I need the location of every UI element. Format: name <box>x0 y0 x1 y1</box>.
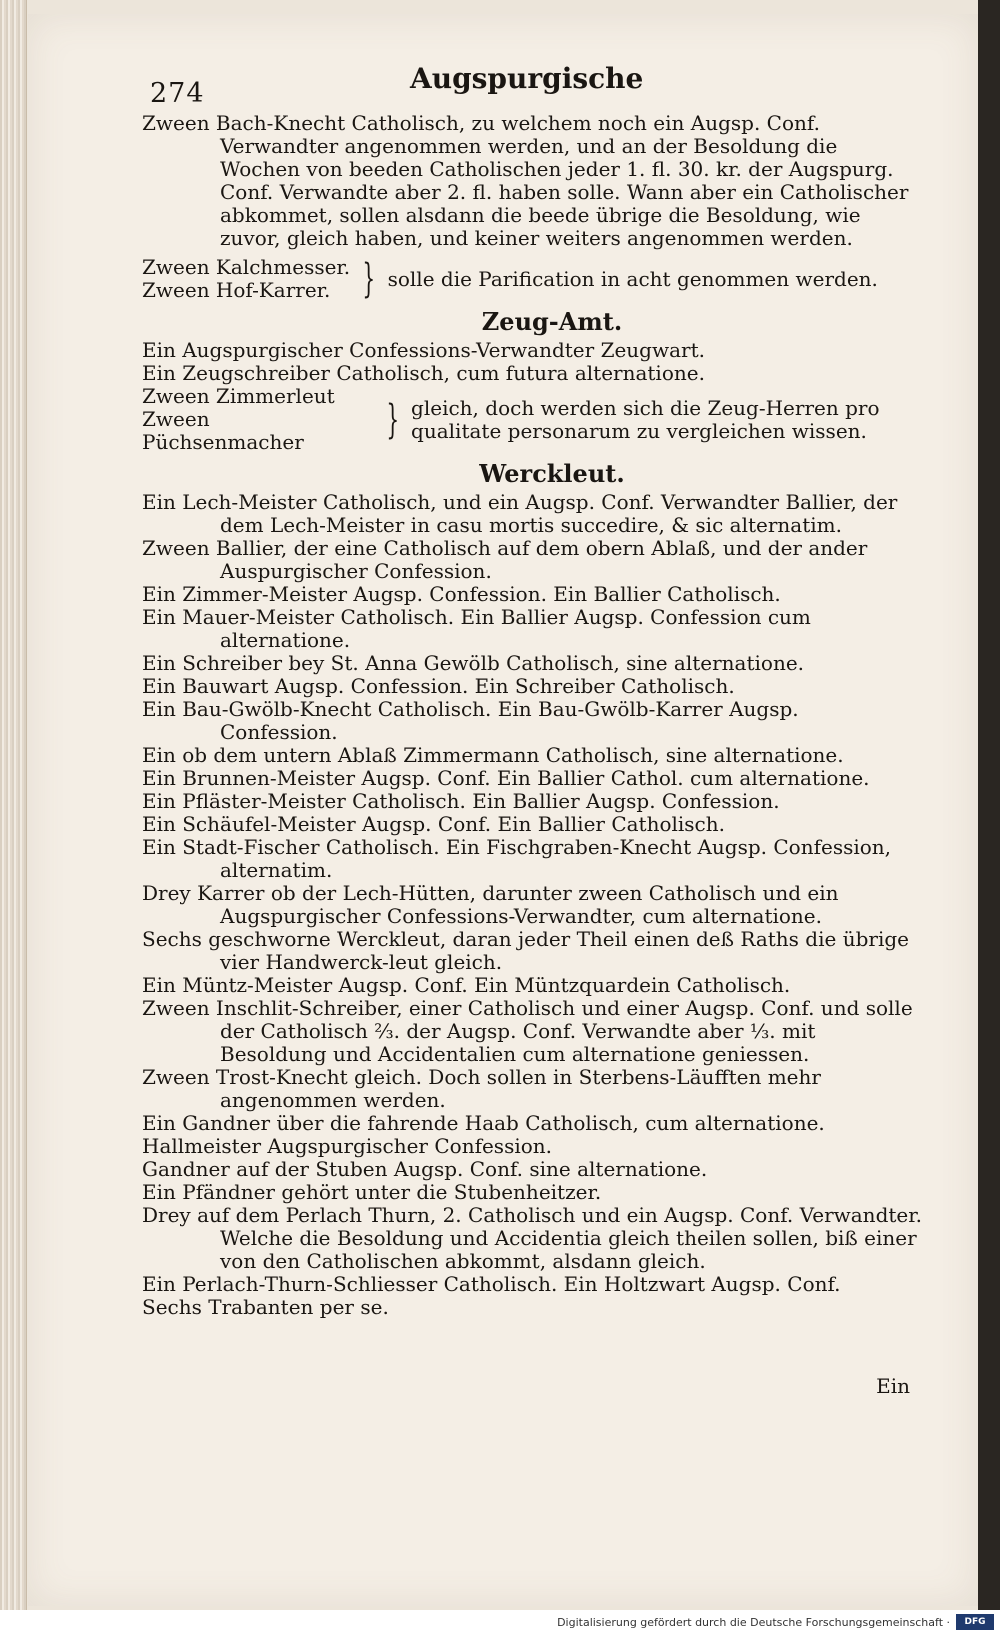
book-page-edges <box>0 0 27 1610</box>
entry-line: Ein Pfläster-Meister Catholisch. Ein Ballier Augsp. Confession. <box>142 789 780 813</box>
section-heading-werckleut: Werckleut. <box>479 459 625 488</box>
entry-line: Ein Schäufel-Meister Augsp. Conf. Ein Ballier Catholisch. <box>142 812 725 836</box>
entry-line: Drey auf dem Perlach Thurn, 2. Catholisch und ein Augsp. Conf. Verwandter. Welche die Besoldung und Accidentia gleich theilen sollen, biß einer von den Catholischen abkommt, alsdann gleich. <box>142 1203 922 1273</box>
entry-line: Hallmeister Augspurgischer Confession. <box>142 1134 553 1158</box>
brace-item: Zween Kalchmesser. <box>142 255 351 279</box>
entry-line: Ein Gandner über die fahrende Haab Catholisch, cum alternatione. <box>142 1111 825 1135</box>
entry-line: Ein Perlach-Thurn-Schliesser Catholisch. Ein Holtzwart Augsp. Conf. <box>142 1272 841 1296</box>
entry-line: Ein Pfändner gehört unter die Stubenheitzer. <box>142 1180 602 1204</box>
brace-items <box>142 385 374 454</box>
entry-line: Ein Brunnen-Meister Augsp. Conf. Ein Ballier Cathol. cum alternatione. <box>142 766 870 790</box>
footer-credit: Digitalisierung gefördert durch die Deutsche Forschungsgemeinschaft · <box>557 1616 950 1629</box>
section-heading-zeug-amt: Zeug-Amt. <box>481 307 623 336</box>
entry-line: Ein Müntz-Meister Augsp. Conf. Ein Müntzquardein Catholisch. <box>142 973 791 997</box>
entry-line: Ein Bau-Gwölb-Knecht Catholisch. Ein Bau-Gwölb-Karrer Augsp. Confession. <box>142 697 799 744</box>
brace-text: gleich, doch werden sich die Zeug-Herren pro qualitate personarum zu vergleichen wissen. <box>411 395 880 443</box>
brace-item: Zween Hof-Karrer. <box>142 278 331 302</box>
curly-brace-icon: } <box>362 256 376 302</box>
entry-line: Ein ob dem untern Ablaß Zimmermann Catholisch, sine alternatione. <box>142 743 844 767</box>
entry-line: Ein Bauwart Augsp. Confession. Ein Schreiber Catholisch. <box>142 674 735 698</box>
brace-group-zimmerleut <box>142 385 922 454</box>
catchword: Ein <box>876 1374 910 1398</box>
entry-line: Ein Schreiber bey St. Anna Gewölb Catholisch, sine alternatione. <box>142 651 805 675</box>
entry-line: Ein Mauer-Meister Catholisch. Ein Ballier Augsp. Confession cum alternatione. <box>142 605 811 652</box>
entry-bach-knecht: Zween Bach-Knecht Catholisch, zu welchem noch ein Augsp. Conf. Verwandter angenommen werden, und an der Besoldung die Wochen von beeden Catholischen jeder 1. fl. 30. kr. der Augspurg. Conf. Verwandte aber 2. fl. haben solle. Wann aber ein Catholischer abkommet, sollen alsdann die beede übrige die Besoldung, wie zuvor, gleich haben, und keiner weiters angenommen werden. <box>142 111 909 250</box>
brace-items <box>142 256 350 302</box>
entry-line: Ein Augspurgischer Confessions-Verwandter Zeugwart. <box>142 338 705 362</box>
running-title: Augspurgische <box>410 62 644 95</box>
scan-dark-edge <box>978 0 1000 1610</box>
entry-line: Sechs Trabanten per se. <box>142 1295 389 1319</box>
entry-line: Zween Ballier, der eine Catholisch auf dem obern Ablaß, und der ander Auspurgischer Confession. <box>142 536 868 583</box>
entry-line: Ein Lech-Meister Catholisch, und ein Augsp. Conf. Verwandter Ballier, der dem Lech-Meister in casu mortis succedire, & sic alternatim. <box>142 490 898 537</box>
page-number: 274 <box>150 78 205 109</box>
brace-item: Zween Püchsenmacher <box>142 407 304 454</box>
curly-brace-icon: } <box>385 396 399 443</box>
entry-line: Ein Zeugschreiber Catholisch, cum futura alternatione. <box>142 361 705 385</box>
page-text <box>142 112 922 1319</box>
dfg-logo-icon: DFG <box>956 1614 994 1630</box>
brace-item: Zween Zimmerleut <box>142 384 335 408</box>
brace-group-kalchmesser <box>142 256 922 302</box>
entry-line: Sechs geschworne Werckleut, daran jeder Theil einen deß Raths die übrige vier Handwerck-leut gleich. <box>142 927 909 974</box>
brace-text: solle die Parification in acht genommen werden. <box>387 266 878 291</box>
entry-line: Ein Stadt-Fischer Catholisch. Ein Fischgraben-Knecht Augsp. Confession, alternatim. <box>142 835 892 882</box>
digitization-footer <box>0 1610 1000 1636</box>
entry-line: Zween Trost-Knecht gleich. Doch sollen in Sterbens-Läufften mehr angenommen werden. <box>142 1065 821 1112</box>
page-header <box>150 58 910 108</box>
entry-line: Gandner auf der Stuben Augsp. Conf. sine alternatione. <box>142 1157 708 1181</box>
entry-line: Drey Karrer ob der Lech-Hütten, darunter zween Catholisch und ein Augspurgischer Confessions-Verwandter, cum alternatione. <box>142 881 839 928</box>
entry-line: Zween Inschlit-Schreiber, einer Catholisch und einer Augsp. Conf. und solle der Catholisch ⅔. der Augsp. Conf. Verwandte aber ⅓. mit Besoldung und Accidentalien cum alternatione geniessen. <box>142 996 913 1066</box>
entry-line: Ein Zimmer-Meister Augsp. Confession. Ein Ballier Catholisch. <box>142 582 781 606</box>
